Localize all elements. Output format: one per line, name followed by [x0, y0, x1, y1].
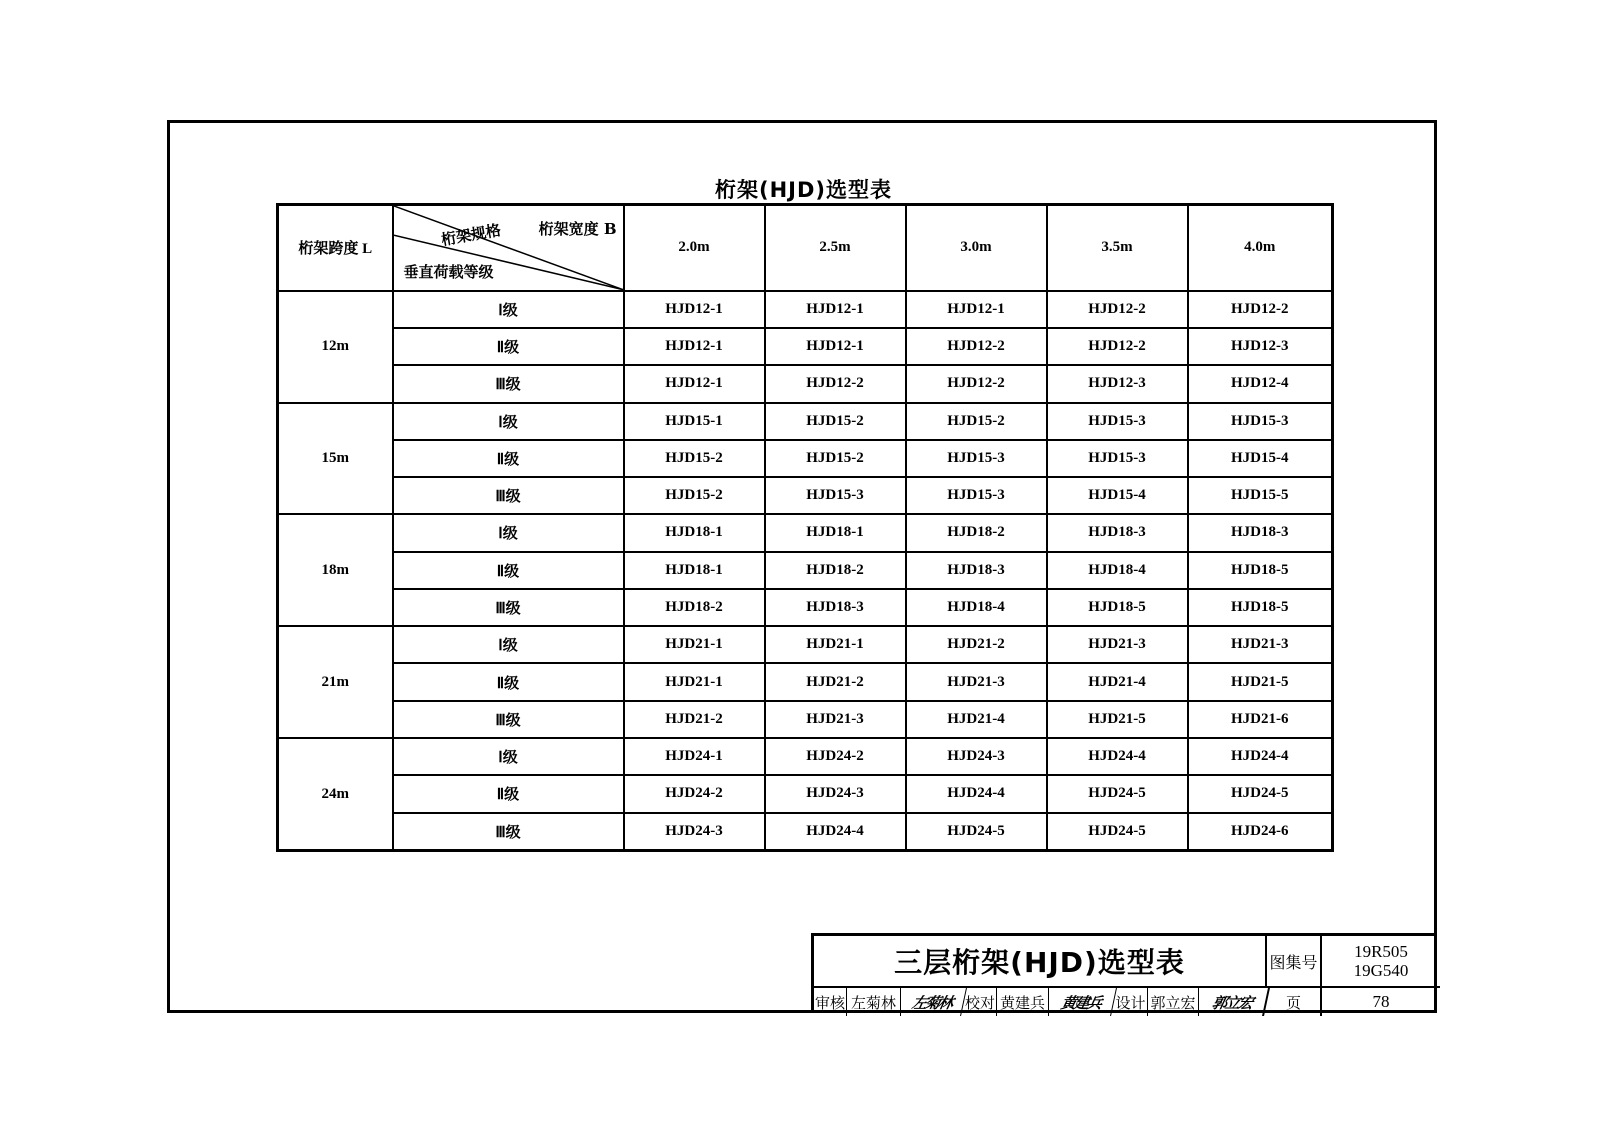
- table-row: [278, 589, 1333, 626]
- model-cell: HJD15-2: [624, 477, 765, 514]
- model-cell: HJD24-5: [1188, 775, 1333, 812]
- drawing-title: 三层桁架(HJD)选型表: [814, 936, 1267, 988]
- grade-cell: Ⅲ级: [393, 589, 624, 626]
- model-cell: HJD18-3: [906, 552, 1047, 589]
- model-cell: HJD15-2: [906, 403, 1047, 440]
- model-cell: HJD24-3: [624, 813, 765, 851]
- model-cell: HJD18-3: [1188, 514, 1333, 551]
- grade-cell: Ⅰ级: [393, 626, 624, 663]
- table-row: [278, 663, 1333, 700]
- table-row: [278, 291, 1333, 328]
- model-cell: HJD18-2: [906, 514, 1047, 551]
- design-label: 设计: [1114, 988, 1148, 1016]
- model-cell: HJD12-2: [906, 328, 1047, 365]
- model-cell: HJD12-2: [1047, 328, 1188, 365]
- check-label: 校对: [964, 988, 997, 1016]
- model-cell: HJD12-3: [1047, 365, 1188, 402]
- table-row: [278, 440, 1333, 477]
- span-cell: 15m: [278, 403, 393, 515]
- grade-cell: Ⅱ级: [393, 440, 624, 477]
- review-label: 审核: [814, 988, 847, 1016]
- model-cell: HJD18-3: [1047, 514, 1188, 551]
- model-cell: HJD24-5: [906, 813, 1047, 851]
- model-cell: HJD24-6: [1188, 813, 1333, 851]
- span-header: 桁架跨度 L: [278, 205, 393, 291]
- grade-cell: Ⅰ级: [393, 291, 624, 328]
- model-cell: HJD12-2: [1047, 291, 1188, 328]
- atlas-label: 图集号: [1267, 936, 1322, 988]
- table-row: [278, 477, 1333, 514]
- span-cell: 18m: [278, 514, 393, 626]
- model-cell: HJD12-2: [1188, 291, 1333, 328]
- model-cell: HJD12-4: [1188, 365, 1333, 402]
- width-header: 3.0m: [906, 205, 1047, 291]
- spec-label: 桁架规格: [439, 220, 502, 250]
- model-cell: HJD12-1: [624, 291, 765, 328]
- model-cell: HJD12-3: [1188, 328, 1333, 365]
- page-label: 页: [1267, 988, 1322, 1016]
- model-cell: HJD15-2: [624, 440, 765, 477]
- grade-cell: Ⅲ级: [393, 813, 624, 851]
- checker-name: 黄建兵: [997, 988, 1049, 1016]
- width-header: 2.5m: [765, 205, 906, 291]
- table-row: [278, 403, 1333, 440]
- model-cell: HJD12-1: [765, 328, 906, 365]
- model-cell: HJD15-2: [765, 440, 906, 477]
- model-cell: HJD15-1: [624, 403, 765, 440]
- span-cell: 12m: [278, 291, 393, 403]
- model-cell: HJD24-5: [1047, 775, 1188, 812]
- model-cell: HJD12-1: [624, 365, 765, 402]
- model-cell: HJD24-4: [1047, 738, 1188, 775]
- grade-cell: Ⅰ级: [393, 403, 624, 440]
- model-cell: HJD15-4: [1188, 440, 1333, 477]
- model-cell: HJD21-4: [1047, 663, 1188, 700]
- model-cell: HJD21-2: [765, 663, 906, 700]
- table-title: 桁架(HJD)选型表: [714, 178, 892, 202]
- model-cell: HJD21-2: [906, 626, 1047, 663]
- grade-cell: Ⅲ级: [393, 701, 624, 738]
- model-cell: HJD24-4: [1188, 738, 1333, 775]
- model-cell: HJD15-3: [1047, 440, 1188, 477]
- table-row: [278, 328, 1333, 365]
- grade-cell: Ⅱ级: [393, 552, 624, 589]
- model-cell: HJD12-1: [765, 291, 906, 328]
- reviewer-name: 左菊林: [847, 988, 901, 1016]
- model-cell: HJD24-3: [906, 738, 1047, 775]
- width-header: 4.0m: [1188, 205, 1333, 291]
- model-cell: HJD21-3: [1188, 626, 1333, 663]
- reviewer-signature: 左菊林: [898, 988, 967, 1016]
- model-cell: HJD21-1: [624, 626, 765, 663]
- model-cell: HJD21-4: [906, 701, 1047, 738]
- model-cell: HJD24-5: [1047, 813, 1188, 851]
- model-cell: HJD18-5: [1047, 589, 1188, 626]
- model-cell: HJD18-2: [624, 589, 765, 626]
- model-cell: HJD21-5: [1047, 701, 1188, 738]
- grade-cell: Ⅲ级: [393, 477, 624, 514]
- model-cell: HJD24-1: [624, 738, 765, 775]
- width-header: 2.0m: [624, 205, 765, 291]
- model-cell: HJD21-3: [1047, 626, 1188, 663]
- model-cell: HJD24-4: [765, 813, 906, 851]
- header-row: [278, 205, 1333, 291]
- model-cell: HJD12-2: [906, 365, 1047, 402]
- table-row: [278, 626, 1333, 663]
- model-cell: HJD21-1: [624, 663, 765, 700]
- model-cell: HJD24-2: [624, 775, 765, 812]
- designer-signature: 郭立宏: [1196, 988, 1270, 1016]
- model-cell: HJD15-2: [765, 403, 906, 440]
- model-cell: HJD18-1: [624, 552, 765, 589]
- model-cell: HJD15-5: [1188, 477, 1333, 514]
- grade-cell: Ⅰ级: [393, 514, 624, 551]
- width-header: 3.5m: [1047, 205, 1188, 291]
- model-cell: HJD21-1: [765, 626, 906, 663]
- width-label: 桁架宽度 B: [538, 220, 617, 238]
- model-cell: HJD18-2: [765, 552, 906, 589]
- model-cell: HJD15-3: [1047, 403, 1188, 440]
- table-row: [278, 552, 1333, 589]
- model-cell: HJD21-5: [1188, 663, 1333, 700]
- table-row: [278, 775, 1333, 812]
- model-cell: HJD18-4: [1047, 552, 1188, 589]
- model-cell: HJD18-5: [1188, 552, 1333, 589]
- model-cell: HJD18-1: [624, 514, 765, 551]
- grade-cell: Ⅱ级: [393, 775, 624, 812]
- model-cell: HJD18-4: [906, 589, 1047, 626]
- atlas-number: 19G540: [1353, 961, 1409, 980]
- table-row: [278, 813, 1333, 851]
- model-cell: HJD12-1: [906, 291, 1047, 328]
- model-cell: HJD21-6: [1188, 701, 1333, 738]
- table-row: [278, 365, 1333, 402]
- grade-cell: Ⅱ级: [393, 328, 624, 365]
- model-cell: HJD21-3: [906, 663, 1047, 700]
- model-cell: HJD24-2: [765, 738, 906, 775]
- page-number: 78: [1372, 992, 1390, 1011]
- table-row: [278, 738, 1333, 775]
- grade-label: 垂直荷载等级: [403, 262, 494, 281]
- span-cell: 21m: [278, 626, 393, 738]
- model-cell: HJD18-1: [765, 514, 906, 551]
- table-row: [278, 701, 1333, 738]
- model-cell: HJD24-3: [765, 775, 906, 812]
- model-cell: HJD21-3: [765, 701, 906, 738]
- model-cell: HJD18-5: [1188, 589, 1333, 626]
- model-cell: HJD15-3: [906, 477, 1047, 514]
- table-row: [278, 514, 1333, 551]
- selection-table: [276, 203, 1334, 852]
- model-cell: HJD15-3: [906, 440, 1047, 477]
- model-cell: HJD24-4: [906, 775, 1047, 812]
- atlas-number: 19R505: [1354, 942, 1408, 961]
- grade-cell: Ⅲ级: [393, 365, 624, 402]
- grade-cell: Ⅰ级: [393, 738, 624, 775]
- title-block: [811, 933, 1437, 1013]
- atlas-numbers: [1322, 936, 1440, 988]
- model-cell: HJD21-2: [624, 701, 765, 738]
- span-cell: 24m: [278, 738, 393, 850]
- model-cell: HJD12-2: [765, 365, 906, 402]
- checker-signature: 黄建兵: [1046, 988, 1117, 1016]
- grade-cell: Ⅱ级: [393, 663, 624, 700]
- model-cell: HJD15-3: [765, 477, 906, 514]
- model-cell: HJD15-3: [1188, 403, 1333, 440]
- model-cell: HJD18-3: [765, 589, 906, 626]
- model-cell: HJD12-1: [624, 328, 765, 365]
- model-cell: HJD15-4: [1047, 477, 1188, 514]
- diagonal-header: [393, 205, 624, 291]
- designer-name: 郭立宏: [1148, 988, 1199, 1016]
